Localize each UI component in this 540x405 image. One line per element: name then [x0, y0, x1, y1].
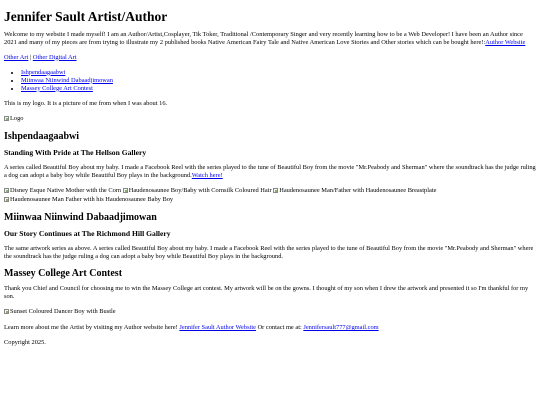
broken-image-icon: [4, 116, 9, 121]
toc-link-ishpendaagaabwi[interactable]: Ishpendaagaabwi: [21, 68, 66, 76]
other-digital-art-link[interactable]: Other Digital Art: [32, 53, 77, 61]
toc-item: [21, 69, 536, 77]
section2-paragraph: The same artwork series as above. A series called Beautiful Boy about my baby. I made a Facebook Reel with the series played to the tune of Beautiful Boy from the movie "Mr.Peabody and Sherman" where the soundtrack has the judge ruling a dog can adopt a baby boy while Beautiful Boy plays in the background.: [4, 244, 534, 260]
page-title: Jennifer Sault Artist/Author: [4, 9, 168, 24]
other-art-link[interactable]: Other Art: [4, 53, 29, 61]
section-subheading-hellson: Standing With Pride at The Hellson Gallery: [4, 148, 147, 158]
broken-image-icon: [123, 188, 128, 193]
broken-image-icon: [4, 309, 9, 314]
broken-image-icon: [4, 188, 9, 193]
section3-paragraph: Thank you Chief and Council for choosing me to win the Massey College art contest. My artwork will be on the gowns. I thought of my son when I drew the artwork and presented it so I'm thankful for my son.: [4, 285, 529, 301]
artwork-image: [4, 187, 121, 195]
toc-link-massey[interactable]: Massey College Art Contest: [21, 84, 93, 92]
nav-separator: |: [29, 53, 32, 61]
section-heading-miinwaa: Miinwaa Niinwind Dabaadjimowan: [4, 211, 157, 223]
table-of-contents: [4, 69, 536, 93]
section-heading-ishpendaagaabwi: Ishpendaagaabwi: [4, 130, 80, 142]
email-link[interactable]: Jennifersault777@gmail.com: [303, 324, 379, 332]
image-alt-text: Haudenosaunee Boy/Baby with Cornsilk Coloured Hair: [128, 186, 272, 194]
image-alt-text: Haudenosaunee Man/Father with Haudenosaunee Breastplate: [279, 186, 437, 194]
artwork-image: [4, 196, 173, 204]
watch-here-link[interactable]: Watch here!: [191, 171, 223, 179]
intro-paragraph: [4, 31, 536, 47]
gallery-nav: [4, 54, 536, 62]
massey-artwork-image: [4, 308, 536, 317]
footer-contact-text: Or contact me at:: [257, 324, 302, 332]
broken-image-icon: [273, 188, 278, 193]
copyright: Copyright 2025.: [4, 339, 46, 347]
footer-contact: [4, 324, 536, 332]
footer-author-link[interactable]: Jennifer Sault Author Website: [179, 324, 256, 332]
image-alt-text: Disney Esque Native Mother with the Corn: [10, 186, 122, 194]
image-alt-text: Sunset Coloured Dancer Boy with Bustle: [10, 308, 116, 316]
artwork-image: [123, 187, 272, 195]
toc-item: [21, 77, 536, 85]
image-alt-text: Haudenosaunee Man Father with his Haudenosaunee Baby Boy: [10, 195, 174, 203]
intro-text: Welcome to my website I made myself! I am an Author/Artist,Cosplayer, Tik Toker, Traditional /Contemporary Singer and very recently learning how to be a Web Developer! I have been an Author since 2021 and many of my pieces are from trying to illustrate my 2 published books Native American Fairy Tale and Native American Love Stories and Other stories which can be bought here!:: [4, 30, 523, 46]
logo-caption: This is my logo. It is a picture of me from when I was about 16.: [4, 99, 168, 107]
logo-alt-text: Logo: [10, 114, 24, 122]
section-heading-massey: Massey College Art Contest: [4, 267, 123, 279]
toc-link-miinwaa[interactable]: Miinwaa Niinwind Dabaadjimowan: [21, 76, 113, 84]
broken-image-icon: [4, 197, 9, 202]
artwork-gallery: [4, 187, 536, 205]
section1-paragraph: [4, 164, 536, 180]
footer-learn-text: Learn more about me the Artist by visiting my Author website here!: [4, 324, 178, 332]
toc-item: [21, 85, 536, 93]
section-subheading-richmond: Our Story Continues at The Richmond Hill Gallery: [4, 229, 171, 239]
author-website-link[interactable]: Author Website: [485, 38, 526, 46]
logo-image: [4, 115, 536, 124]
section1-text: A series called Beautiful Boy about my baby. I made a Facebook Reel with the series played to the tune of Beautiful Boy from the movie "Mr.Peabody and Sherman" where the soundtrack has the judge ruling a dog can adopt a baby boy while Beautiful Boy plays in the background.: [4, 163, 536, 179]
artwork-image: [273, 187, 436, 195]
